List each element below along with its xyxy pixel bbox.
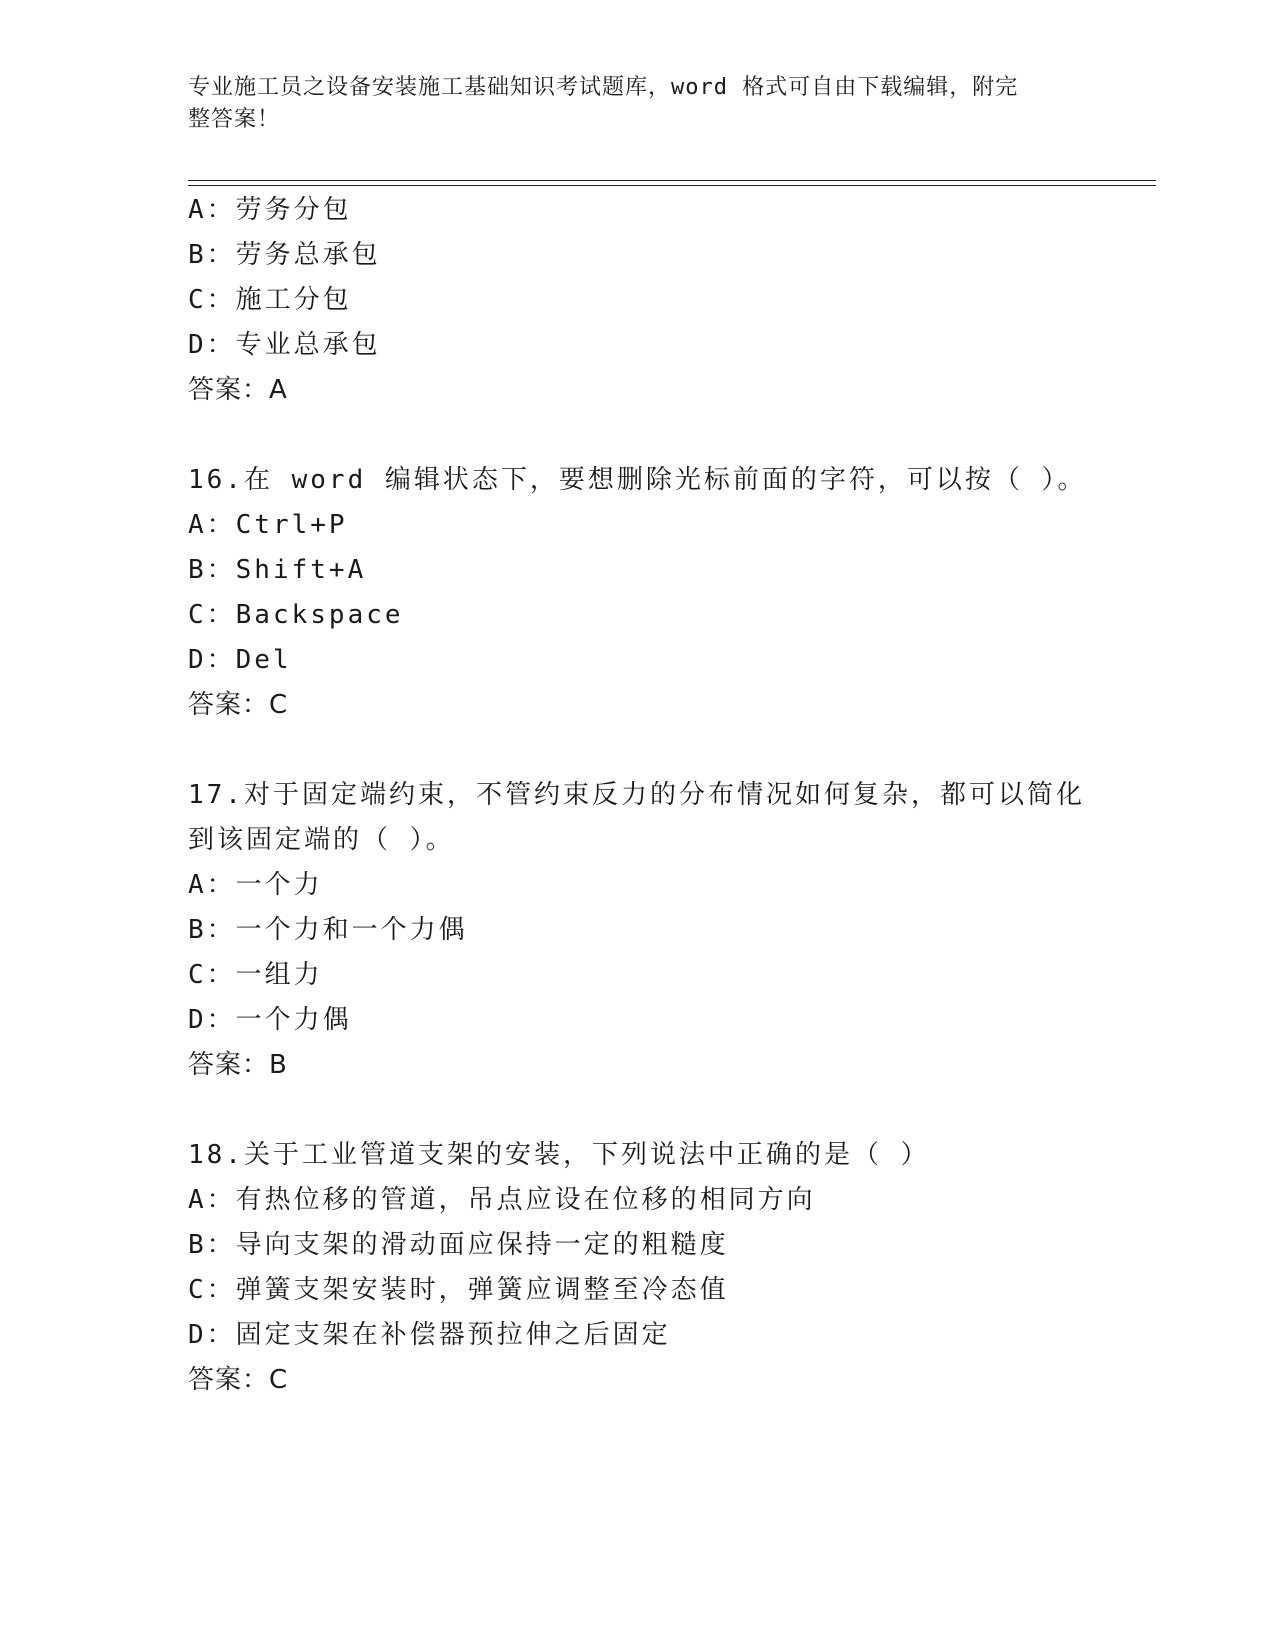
- q17-option-a: A：一个力: [188, 870, 323, 900]
- q17-question-line-2: 到该固定端的（ ）。: [188, 825, 455, 855]
- q16-question: 16.在 word 编辑状态下，要想删除光标前面的字符，可以按（ ）。: [188, 465, 1087, 495]
- q18-option-b: B：导向支架的滑动面应保持一定的粗糙度: [188, 1230, 729, 1260]
- q18-option-a: A：有热位移的管道，吊点应设在位移的相同方向: [188, 1185, 816, 1215]
- q17-question-line-1: 17.对于固定端约束，不管约束反力的分布情况如何复杂，都可以简化: [188, 780, 1085, 810]
- header-divider-top: [188, 180, 1156, 181]
- q15-option-d: D：专业总承包: [188, 330, 381, 360]
- q15-option-a: A：劳务分包: [188, 195, 352, 225]
- q16-option-d: D：Del: [188, 645, 292, 675]
- q18-question: 18.关于工业管道支架的安装，下列说法中正确的是（ ）: [188, 1140, 930, 1170]
- document-title-line-1: 专业施工员之设备安装施工基础知识考试题库，word 格式可自由下载编辑，附完: [188, 75, 1019, 100]
- q16-answer: 答案：C: [188, 690, 289, 720]
- document-title-line-2: 整答案！: [188, 107, 281, 132]
- q18-option-d: D：固定支架在补偿器预拉伸之后固定: [188, 1320, 671, 1350]
- q15-answer: 答案：A: [188, 375, 288, 405]
- header-divider-bottom: [188, 185, 1156, 186]
- q17-option-c: C：一组力: [188, 960, 323, 990]
- q18-option-c: C：弹簧支架安装时，弹簧应调整至冷态值: [188, 1275, 729, 1305]
- q17-option-d: D：一个力偶: [188, 1005, 352, 1035]
- q16-option-c: C：Backspace: [188, 600, 404, 630]
- document-header: [188, 72, 1068, 136]
- q15-option-b: B：劳务总承包: [188, 240, 381, 270]
- q17-option-b: B：一个力和一个力偶: [188, 915, 468, 945]
- q15-option-c: C：施工分包: [188, 285, 352, 315]
- q16-option-a: A：Ctrl+P: [188, 510, 348, 540]
- q18-answer: 答案：C: [188, 1365, 289, 1395]
- q16-option-b: B：Shift+A: [188, 555, 367, 585]
- q17-answer: 答案：B: [188, 1050, 288, 1080]
